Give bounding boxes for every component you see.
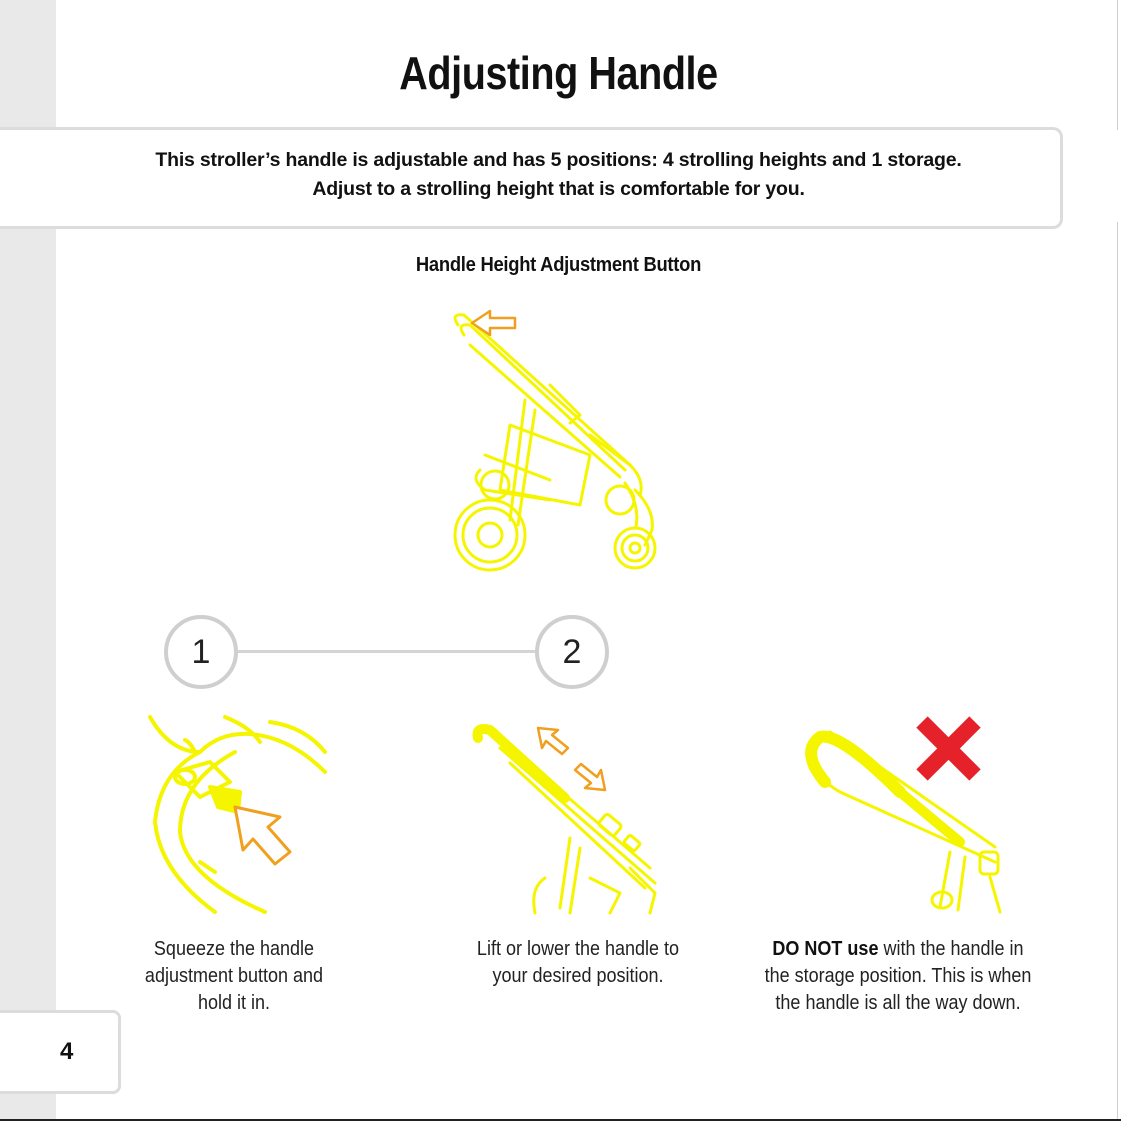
step-2-caption: Lift or lower the handle to your desired position. — [476, 938, 680, 987]
page-number: 4 — [60, 1038, 74, 1065]
warning-caption-text: with the handle in the storage position. This is when the handle is all the way down. — [764, 938, 1032, 1014]
step-1-caption: Squeeze the handle adjustment button and hold it in. — [144, 938, 324, 1014]
intro-line-2: Adjust to a strolling height that is comfortable for you. — [312, 178, 805, 200]
step-2-illustration — [470, 718, 670, 918]
intro-line-1: This stroller’s handle is adjustable and has 5 positions: 4 strolling heights and 1 storage. — [155, 149, 962, 171]
warning-caption — [763, 936, 1033, 1017]
stroller-illustration — [440, 305, 680, 575]
step-2-badge: 2 — [535, 615, 609, 689]
step-1-badge: 1 — [164, 615, 238, 689]
right-edge-rule — [1117, 0, 1118, 130]
right-edge-rule-lower — [1117, 222, 1118, 1121]
warning-illustration — [800, 712, 1010, 917]
warning-emphasis: DO NOT use — [772, 938, 879, 960]
warning-x-icon — [922, 722, 975, 775]
step-connector — [238, 650, 538, 653]
page-title: Adjusting Handle — [399, 47, 718, 99]
squeeze-arrow-icon — [235, 807, 290, 864]
step-1-illustration — [140, 712, 340, 917]
intro-text — [56, 146, 1061, 204]
figure-label: Handle Height Adjustment Button — [415, 254, 702, 276]
